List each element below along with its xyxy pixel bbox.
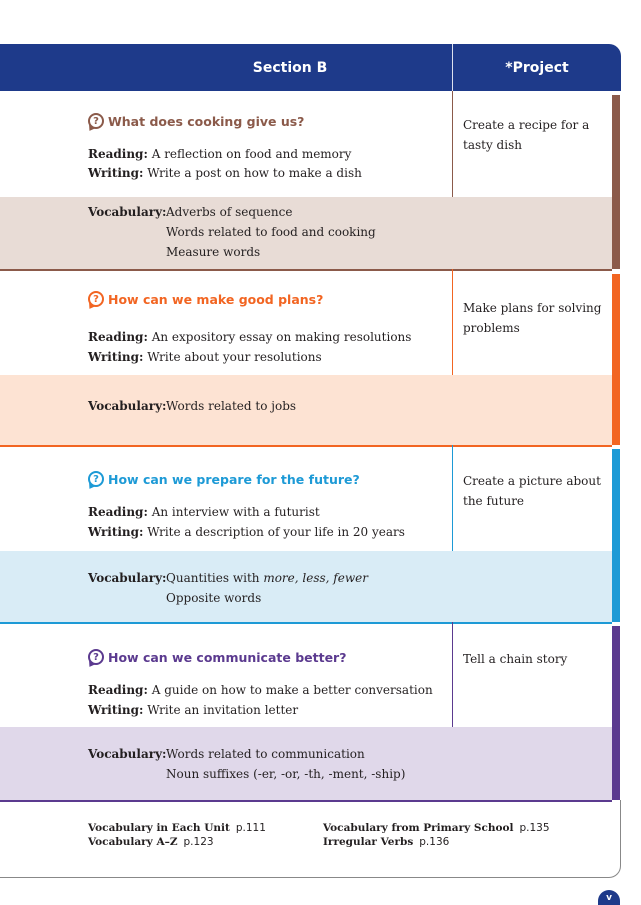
writing-line bbox=[88, 525, 405, 539]
unit-accent-bar bbox=[612, 626, 620, 800]
footer-vocab-az bbox=[88, 836, 214, 848]
reading-line bbox=[88, 683, 433, 697]
reading-line bbox=[88, 330, 411, 344]
writing-label: Writing: bbox=[88, 703, 144, 717]
project-heading: *Project bbox=[505, 59, 569, 76]
question-text: How can we make good plans? bbox=[108, 291, 324, 307]
vocabulary-label: Vocabulary: bbox=[88, 205, 167, 219]
project-text: Tell a chain story bbox=[463, 652, 568, 666]
footer-page: p.135 bbox=[519, 822, 550, 834]
vocabulary-item: Noun suffixes (-er, -or, -th, -ment, -ship) bbox=[166, 767, 406, 781]
unit-row-2 bbox=[0, 269, 621, 445]
vocabulary-label: Vocabulary: bbox=[88, 399, 167, 413]
writing-line bbox=[88, 703, 298, 717]
question-text: What does cooking give us? bbox=[108, 113, 305, 129]
unit-row-1 bbox=[0, 91, 621, 269]
column-divider bbox=[452, 91, 453, 197]
writing-line bbox=[88, 166, 362, 180]
appendix-footer bbox=[0, 800, 621, 878]
reading-label: Reading: bbox=[88, 330, 148, 344]
project-text: Create a recipe for a tasty dish bbox=[463, 118, 590, 152]
section-b-heading: Section B bbox=[252, 59, 328, 76]
writing-label: Writing: bbox=[88, 525, 144, 539]
question-text: How can we prepare for the future? bbox=[108, 471, 360, 487]
writing-text: Write about your resolutions bbox=[147, 350, 322, 364]
footer-label: Vocabulary A–Z bbox=[88, 836, 178, 848]
vocabulary-box bbox=[0, 375, 612, 447]
column-divider bbox=[452, 622, 453, 727]
footer-vocab-primary bbox=[323, 822, 550, 834]
footer-label: Vocabulary in Each Unit bbox=[88, 822, 230, 834]
writing-label: Writing: bbox=[88, 350, 144, 364]
footer-page: p.136 bbox=[419, 836, 450, 848]
footer-vocab-each-unit bbox=[88, 822, 266, 834]
vocabulary-label: Vocabulary: bbox=[88, 747, 167, 761]
vocabulary-item: Words related to jobs bbox=[166, 399, 297, 413]
project-text: Create a picture about the future bbox=[463, 474, 601, 508]
page-number: v bbox=[598, 890, 620, 905]
reading-line bbox=[88, 147, 351, 161]
reading-label: Reading: bbox=[88, 147, 148, 161]
column-divider bbox=[452, 269, 453, 375]
unit-question bbox=[88, 649, 346, 665]
unit-question bbox=[88, 471, 360, 487]
reading-text: A reflection on food and memory bbox=[151, 147, 352, 161]
writing-label: Writing: bbox=[88, 166, 144, 180]
vocabulary-item: Adverbs of sequence bbox=[166, 205, 293, 219]
footer-label: Irregular Verbs bbox=[323, 836, 414, 848]
reading-text: A guide on how to make a better conversation bbox=[151, 683, 433, 697]
table-header bbox=[0, 44, 621, 91]
footer-page: p.111 bbox=[235, 822, 266, 834]
unit-accent-bar bbox=[612, 274, 620, 445]
column-divider bbox=[452, 445, 453, 551]
unit-row-3 bbox=[0, 445, 621, 622]
reading-label: Reading: bbox=[88, 505, 148, 519]
vocabulary-box bbox=[0, 197, 612, 271]
unit-accent-bar bbox=[612, 449, 620, 622]
vocabulary-box bbox=[0, 551, 612, 624]
writing-text: Write a post on how to make a dish bbox=[147, 166, 362, 180]
footer-irregular-verbs bbox=[323, 836, 449, 848]
vocabulary-item bbox=[166, 571, 368, 585]
vocabulary-italic: more, less, fewer bbox=[263, 571, 368, 585]
reading-label: Reading: bbox=[88, 683, 148, 697]
unit-accent-bar bbox=[612, 95, 620, 269]
writing-text: Write a description of your life in 20 years bbox=[147, 525, 405, 539]
question-bubble-icon: ? bbox=[88, 471, 104, 487]
vocabulary-label: Vocabulary: bbox=[88, 571, 167, 585]
footer-label: Vocabulary from Primary School bbox=[323, 822, 514, 834]
vocabulary-item: Measure words bbox=[166, 245, 261, 259]
vocabulary-item: Words related to food and cooking bbox=[166, 225, 376, 239]
writing-text: Write an invitation letter bbox=[147, 703, 299, 717]
reading-line bbox=[88, 505, 320, 519]
question-bubble-icon: ? bbox=[88, 649, 104, 665]
question-bubble-icon: ? bbox=[88, 291, 104, 307]
vocabulary-item: Words related to communication bbox=[166, 747, 365, 761]
vocabulary-box bbox=[0, 727, 612, 802]
reading-text: An interview with a futurist bbox=[151, 505, 320, 519]
writing-line bbox=[88, 350, 322, 364]
project-text: Make plans for solving problems bbox=[463, 301, 602, 335]
question-text: How can we communicate better? bbox=[108, 649, 347, 665]
unit-question bbox=[88, 291, 323, 307]
unit-question bbox=[88, 113, 304, 129]
reading-text: An expository essay on making resolutions bbox=[151, 330, 412, 344]
unit-row-4 bbox=[0, 622, 621, 800]
footer-page: p.123 bbox=[183, 836, 214, 848]
vocabulary-prefix: Quantities with bbox=[166, 571, 264, 585]
vocabulary-item: Opposite words bbox=[166, 591, 262, 605]
question-bubble-icon: ? bbox=[88, 113, 104, 129]
